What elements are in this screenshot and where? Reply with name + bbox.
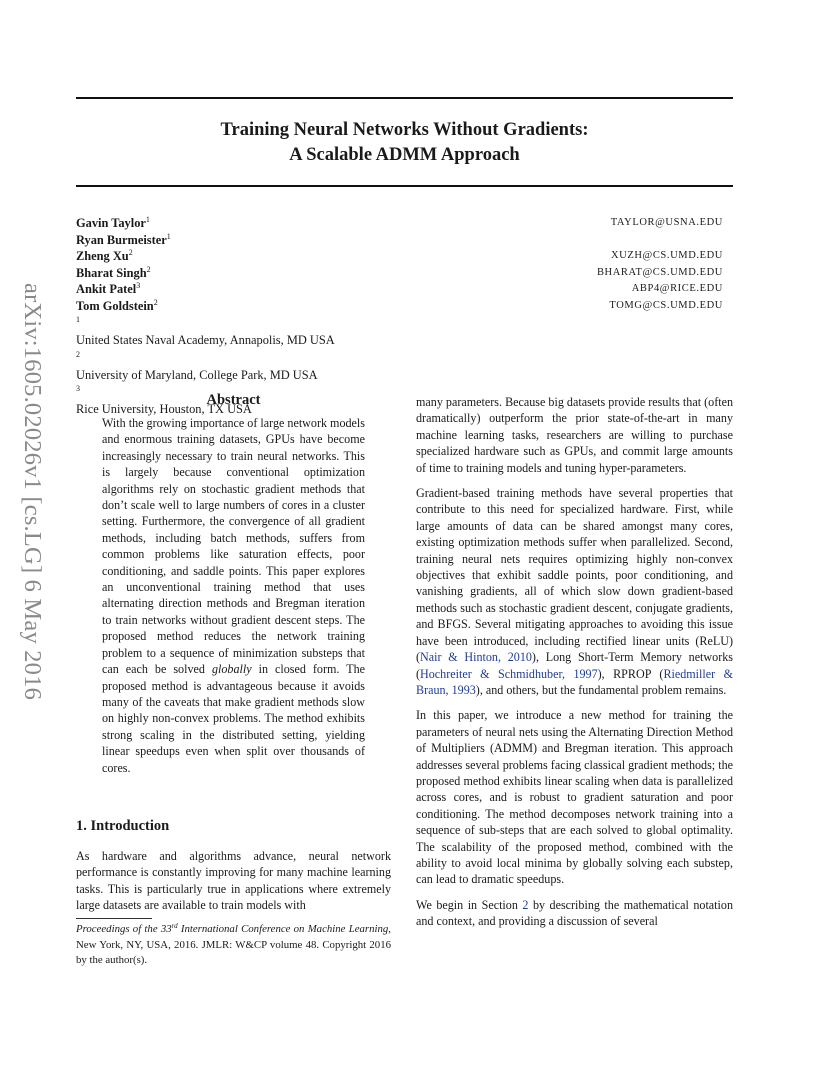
- title-line-1: Training Neural Networks Without Gradients:: [220, 120, 589, 140]
- author-email[interactable]: BHARAT@CS.UMD.EDU: [596, 266, 723, 278]
- intro-paragraph: As hardware and algorithms advance, neural network performance is constantly improving for many machine learning tasks. This is particularly true in applications where extremely large datasets are available to train models with: [76, 849, 391, 913]
- citation-link[interactable]: Riedmiller & Braun, 1993: [416, 666, 733, 697]
- affiliation: $^3$ Rice University, Houston, TX USA: [76, 384, 252, 417]
- author-name: Zheng Xu$^2$: [76, 248, 133, 264]
- title-top-rule: [76, 97, 733, 99]
- footnote-rule: [76, 918, 152, 919]
- paper-title: [76, 118, 733, 168]
- arxiv-side-label: [12, 283, 46, 748]
- affiliation: $^1$ United States Naval Academy, Annapolis, MD USA: [76, 315, 335, 348]
- author-emails: [597, 215, 723, 315]
- abstract-emphasis: globally: [211, 662, 252, 677]
- author-email[interactable]: ABP4@RICE.EDU: [631, 283, 723, 295]
- author-email: [597, 232, 723, 249]
- author-name: Ankit Patel$^3$: [76, 281, 141, 297]
- author-name: Bharat Singh$^2$: [76, 264, 151, 280]
- citation-link[interactable]: Hochreiter & Schmidhuber, 1997: [420, 666, 598, 681]
- body-paragraph: In this paper, we introduce a new method for training the parameters of neural nets using the Alternating Direction Method of Multipliers (ADMM) and Bregman iteration. This approach addresses several problems facing classical gradient methods; the proposed method exhibits linear scaling when data is parallelized across cores, and is robust to gradient saturation and poor conditioning. The method decomposes network training into a sequence of sub-steps that are each solved to global optimality. The scalability of the proposed method, combined with the ability to avoid local minima by globally solving each substep, can lead to dramatic speedups.: [416, 708, 733, 887]
- author-list: [76, 215, 171, 315]
- right-column: [416, 394, 733, 939]
- body-paragraph: many parameters. Because big datasets provide results that (often dramatically) outperform the prior state-of-the-art in many machine learning tasks, researchers are willing to purchase specialized hardware such as GPUs, and commit large amounts of time to training models and tuning hyper-parameters.: [416, 395, 733, 475]
- author-name: Gavin Taylor$^1$: [76, 215, 150, 230]
- title-bottom-rule: [76, 185, 733, 187]
- abstract-text: With the growing importance of large network models and enormous training datasets, GPUs have become increasingly necessary to train neural networks. This is largely because conventional optimization algorithms rely on stochastic gradient methods that don’t scale well to large numbers of cores in a cluster setting. Furthermore, the convergence of all gradient methods, including batch methods, suffers from common problems like saturation effects, poor conditioning, and saddle points. This paper explores an unconventional training method that uses alternating direction methods and Bregman iteration to train networks without gradient descent steps. The proposed method reduces the network training problem to a sequence of minimization substeps that can each be solved globally in closed form. The proposed method is advantageous because it avoids many of the caveats that make gradient methods slow on highly non-convex problems. The method exhibits strong scaling in the distributed setting, yielding linear speedups even when split over thousands of cores.: [102, 416, 365, 775]
- arxiv-identifier: arXiv:1605.02026v1 [cs.LG] 6 May 2016: [19, 283, 46, 701]
- body-paragraph: We begin in Section 2 by describing the mathematical notation and context, and providing a discussion of several: [416, 897, 733, 929]
- body-paragraph: Gradient-based training methods have several properties that contribute to this need for specialized hardware. First, while large amounts of data can be shared amongst many cores, existing optimization methods suffer when parallelized. Second, training neural nets requires optimizing highly non-convex objectives that exhibit saddle points, poor conditioning, and vanishing gradients, all of which slow down gradient-based methods such as stochastic gradient descent, conjugate gradients, and BFGS. Several mitigating approaches to avoiding this issue have been introduced, including rectified linear units (ReLU) (Nair & Hinton, 2010), Long Short-Term Memory networks (Hochreiter & Schmidhuber, 1997), RPROP (Riedmiller & Braun, 1993), and others, but the fundamental problem remains.: [416, 486, 733, 697]
- author-name: Ryan Burmeister$^1$: [76, 231, 171, 247]
- author-email[interactable]: XUZH@CS.UMD.EDU: [610, 250, 723, 262]
- section-heading-introduction: 1. Introduction: [76, 818, 170, 834]
- abstract-heading: Abstract: [206, 392, 261, 408]
- section-reference-link[interactable]: 2: [522, 897, 529, 912]
- title-line-2: A Scalable ADMM Approach: [289, 145, 520, 165]
- proceedings-footnote: Proceedings of the 33rd International Conference on Machine Learning, New York, NY, USA, 2016. JMLR: W&CP volume 48. Copyright 2016 by the author(s).: [76, 922, 391, 967]
- author-email[interactable]: TOMG@CS.UMD.EDU: [609, 299, 723, 311]
- author-name: Tom Goldstein$^2$: [76, 297, 158, 313]
- citation-link[interactable]: Nair & Hinton, 2010: [420, 650, 532, 665]
- author-email[interactable]: TAYLOR@USNA.EDU: [610, 217, 723, 228]
- affiliation: $^2$ University of Maryland, College Park, MD USA: [76, 349, 318, 382]
